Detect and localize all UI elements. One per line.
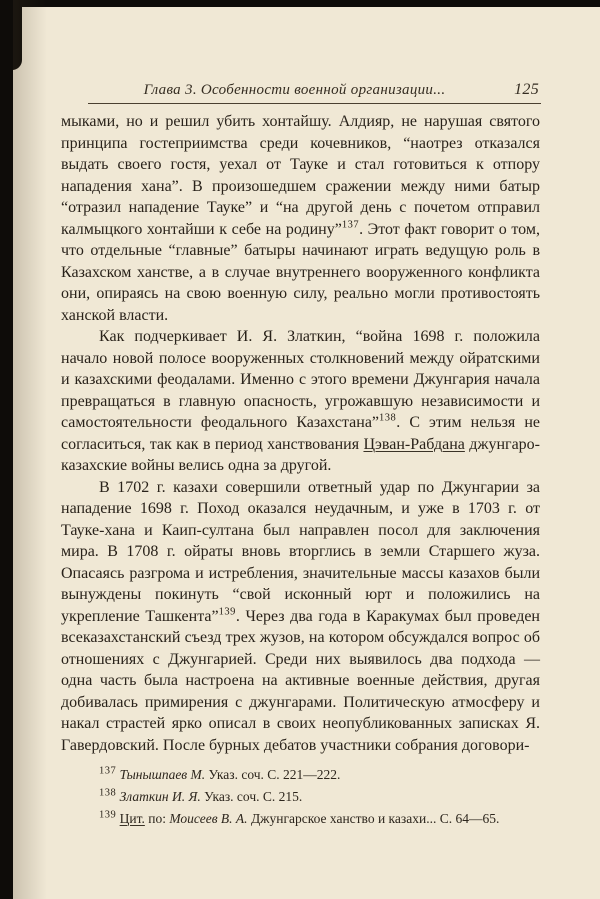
page-header: [88, 82, 541, 99]
italic-text: Моисеев В. А.: [169, 810, 248, 826]
text-segment: джунгаро-казахские войны велись одна за другой.: [61, 435, 541, 474]
footnote-ref: 138: [379, 412, 397, 424]
footnote-ref: 139: [218, 606, 236, 618]
text-segment: Указ. соч. С. 221—222.: [205, 767, 341, 782]
text-segment: . С этим нельзя не согласиться, так как в период ханствования: [61, 414, 540, 453]
footnote-ref: 137: [341, 219, 360, 231]
page-number: 125: [514, 81, 539, 98]
underlined-text: Цит.: [119, 810, 145, 826]
text-segment: Указ. соч. С. 215.: [200, 788, 303, 804]
scan-edge-top: [0, 0, 600, 7]
text-segment: по:: [144, 810, 170, 826]
paragraph: [61, 111, 540, 326]
text-column: [61, 111, 540, 829]
text-segment: Как подчеркивает И. Я. Златкин, “война 1698 г. положила начало новой полосе вооруженных столкновений между ойратскими и казахскими феодалами. Именно с этого времени Джунгария начала превращаться в главную опасность, угрожавшую независимости и самостоятельности феодального Казахстана”: [61, 328, 540, 431]
footnote-ref: 138: [99, 787, 117, 799]
footnote: [61, 808, 540, 830]
footnotes: [61, 764, 540, 829]
footnote: [61, 786, 540, 808]
italic-text: Тынышпаев М.: [116, 767, 206, 782]
paragraph: [61, 326, 540, 477]
text-segment: Джунгарское ханство и казахи... С. 64—65.: [247, 810, 500, 826]
binding-shadow: [13, 0, 47, 899]
running-title: Глава 3. Особенности военной организации...: [143, 82, 446, 98]
footnote-ref: 137: [99, 765, 117, 777]
footnote: [61, 764, 540, 786]
text-segment: . Этот факт говорит о том, что отдельные “главные” батыры начинают играть ведущую роль в Казахском ханстве, а в случае внутреннего вооруженного конфликта они, опираясь на свою военную силу, реально могли противостоять ханской власти.: [61, 220, 541, 324]
header-rule: [88, 103, 541, 104]
underlined-text: Цэван-Рабдана: [363, 435, 465, 453]
italic-text: Златкин И. Я.: [116, 788, 201, 804]
scan-edge-corner: [0, 0, 22, 70]
text-segment: мыками, но и решил убить хонтайшу. Алдияр, не нарушая святого принципа гостеприимства среди кочевников, “наотрез отказался выдать своего гостя, уехал от Тауке и стал готовиться к отпору нападения хана”. В произошедшем сражении между ними батыр “отразил нападение Тауке” и “на другой день с почетом отправил калмыцкого хонтайши к себе на родину”: [61, 113, 540, 238]
text-segment: . Через два года в Каракумах был проведен всеказахстанский съезд трех жузов, на котором обсуждался вопрос об отношениях с Джунгарией. Среди них выявилось два подхода — одна часть была настроена на активные военные действия, другая добивалась примирения с джунгарами. Политическую атмосферу и накал страстей ярко описал в своих неопубликованных записках Я. Гавердовский. После бурных дебатов участники собрания договори-: [61, 607, 540, 754]
paragraph: [61, 477, 540, 757]
footnote-ref: 139: [99, 809, 117, 821]
body-text: [61, 111, 540, 756]
text-segment: В 1702 г. казахи совершили ответный удар по Джунгарии за нападение 1698 г. Поход оказался неудачным, и уже в 1703 г. от Тауке-хана и Каип-султана был направлен посол для заключения мира. В 1708 г. ойраты вновь вторглись в земли Старшего жуза. Опасаясь разгрома и истребления, значительные массы казахов были вынуждены покинуть “свой исконный юрт и положились на укрепление Ташкента”: [61, 478, 540, 625]
scan-edge-left: [0, 0, 13, 899]
